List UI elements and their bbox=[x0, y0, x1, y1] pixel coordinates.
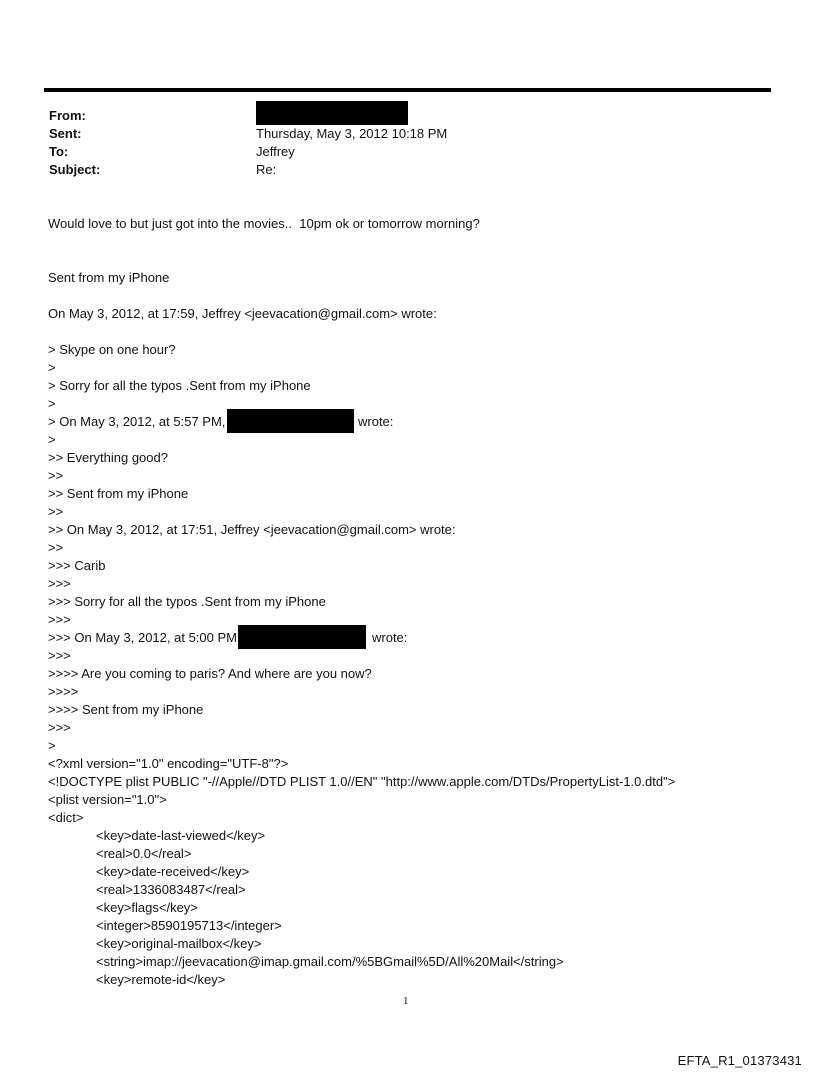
quoted-line: > bbox=[48, 396, 56, 411]
quoted-line: >>> Carib bbox=[48, 558, 106, 573]
header-rule bbox=[44, 88, 771, 92]
to-label: To: bbox=[49, 144, 69, 159]
wrote-line: On May 3, 2012, at 17:59, Jeffrey <jeevacation@gmail.com> wrote: bbox=[48, 306, 437, 321]
quoted-line: > bbox=[48, 738, 56, 753]
quoted-line: >> bbox=[48, 504, 64, 519]
quoted-line: >>> bbox=[48, 612, 71, 627]
xml-line: <key>date-last-viewed</key> bbox=[96, 828, 266, 843]
quoted-line: > Sorry for all the typos .Sent from my iPhone bbox=[48, 378, 311, 393]
quoted-line: > On May 3, 2012, at 5:57 PM, bbox=[48, 414, 226, 429]
xml-line: <key>original-mailbox</key> bbox=[96, 936, 262, 951]
from-label: From: bbox=[49, 108, 86, 123]
xml-line: <plist version="1.0"> bbox=[48, 792, 167, 807]
quoted-line: >> Sent from my iPhone bbox=[48, 486, 189, 501]
signature-text: Sent from my iPhone bbox=[48, 270, 170, 285]
xml-line: <!DOCTYPE plist PUBLIC "-//Apple//DTD PLIST 1.0//EN" "http://www.apple.com/DTDs/PropertyList-1.0.dtd"> bbox=[48, 774, 676, 789]
subject-label: Subject: bbox=[49, 162, 101, 177]
sent-label: Sent: bbox=[49, 126, 82, 141]
quoted-line: >>>> Sent from my iPhone bbox=[48, 702, 204, 717]
xml-line: <key>date-received</key> bbox=[96, 864, 250, 879]
quoted-line: >>> bbox=[48, 576, 71, 591]
quoted-line: >>>> bbox=[48, 684, 79, 699]
page-number: 1 bbox=[403, 995, 409, 1007]
quoted-line: >> Everything good? bbox=[48, 450, 168, 465]
quoted-line: >>> Sorry for all the typos .Sent from my iPhone bbox=[48, 594, 326, 609]
quoted-line: >>> bbox=[48, 720, 71, 735]
from-redaction bbox=[256, 101, 408, 125]
xml-line: <real>1336083487</real> bbox=[96, 882, 246, 897]
xml-line: <key>flags</key> bbox=[96, 900, 198, 915]
sent-value: Thursday, May 3, 2012 10:18 PM bbox=[256, 126, 448, 141]
quoted-line: wrote: bbox=[372, 630, 408, 645]
to-value: Jeffrey bbox=[256, 144, 295, 159]
xml-line: <?xml version="1.0" encoding="UTF-8"?> bbox=[48, 756, 289, 771]
sender-redaction bbox=[238, 625, 366, 649]
quoted-line: >>> On May 3, 2012, at 5:00 PM bbox=[48, 630, 237, 645]
quoted-line: > Skype on one hour? bbox=[48, 342, 176, 357]
xml-line: <key>remote-id</key> bbox=[96, 972, 226, 987]
quoted-line: wrote: bbox=[358, 414, 394, 429]
xml-line: <integer>8590195713</integer> bbox=[96, 918, 282, 933]
reply-text: Would love to but just got into the movies.. 10pm ok or tomorrow morning? bbox=[48, 216, 480, 231]
quoted-line: > bbox=[48, 432, 56, 447]
sender-redaction bbox=[227, 409, 354, 433]
quoted-line: >> On May 3, 2012, at 17:51, Jeffrey <jeevacation@gmail.com> wrote: bbox=[48, 522, 456, 537]
bates-number: EFTA_R1_01373431 bbox=[677, 1053, 802, 1068]
xml-line: <dict> bbox=[48, 810, 84, 825]
quoted-line: >> bbox=[48, 468, 64, 483]
quoted-line: >> bbox=[48, 540, 64, 555]
quoted-line: > bbox=[48, 360, 56, 375]
xml-line: <string>imap://jeevacation@imap.gmail.com/%5BGmail%5D/All%20Mail</string> bbox=[96, 954, 564, 969]
xml-line: <real>0.0</real> bbox=[96, 846, 192, 861]
quoted-line: >>>> Are you coming to paris? And where are you now? bbox=[48, 666, 372, 681]
subject-value: Re: bbox=[256, 162, 277, 177]
quoted-line: >>> bbox=[48, 648, 71, 663]
